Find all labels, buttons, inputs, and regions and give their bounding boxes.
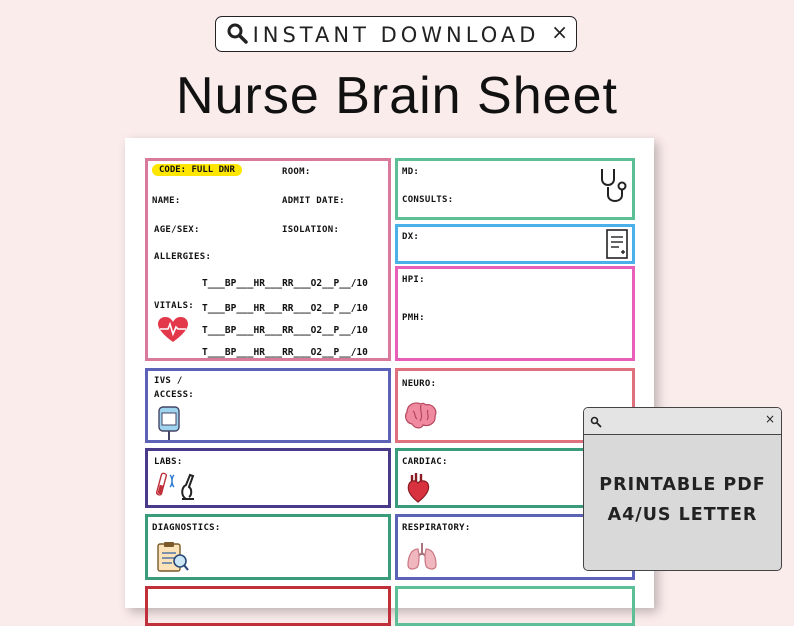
vitals-label: VITALS:	[154, 301, 195, 311]
search-text: INSTANT DOWNLOAD	[252, 23, 540, 47]
heart-organ-icon	[406, 471, 430, 507]
microscope-icon	[156, 469, 196, 507]
document-icon	[606, 229, 628, 263]
diagnostics-label: DIAGNOSTICS:	[152, 523, 221, 533]
iv-bag-icon	[156, 405, 182, 445]
respiratory-label: RESPIRATORY:	[402, 523, 471, 533]
diagnostics-box	[145, 514, 391, 580]
labs-label: LABS:	[154, 457, 183, 467]
pmh-label: PMH:	[402, 313, 425, 323]
ivs-access-box	[145, 368, 391, 443]
admit-date-label: ADMIT DATE:	[282, 196, 345, 206]
hpi-box	[395, 266, 635, 361]
popup-line-1: PRINTABLE PDF	[599, 475, 766, 495]
search-bar[interactable]	[215, 16, 577, 52]
close-icon[interactable]: ×	[764, 412, 775, 426]
partial-box-left	[145, 586, 391, 626]
md-box	[395, 158, 635, 220]
page-title: Nurse Brain Sheet	[176, 67, 618, 125]
labs-box	[145, 448, 391, 508]
vital-line: T___BP___HR___RR___O2__P__/10	[202, 347, 368, 358]
vital-line: T___BP___HR___RR___O2__P__/10	[202, 303, 368, 314]
clipboard-icon	[156, 541, 190, 577]
popup-line-2: A4/US LETTER	[607, 505, 758, 525]
popup-titlebar	[584, 408, 781, 435]
dx-label: DX:	[402, 232, 420, 242]
ivs-label: IVS /	[154, 376, 183, 386]
brain-icon	[404, 401, 438, 435]
cardiac-label: CARDIAC:	[402, 457, 448, 467]
vital-line: T___BP___HR___RR___O2__P__/10	[202, 325, 368, 336]
stethoscope-icon	[598, 167, 628, 209]
md-label: MD:	[402, 167, 420, 177]
partial-box-right	[395, 586, 635, 626]
vital-line: T___BP___HR___RR___O2__P__/10	[202, 278, 368, 289]
isolation-label: ISOLATION:	[282, 225, 340, 235]
hpi-label: HPI:	[402, 275, 425, 285]
lungs-icon	[406, 541, 438, 575]
dx-box	[395, 224, 635, 264]
consults-label: CONSULTS:	[402, 195, 454, 205]
name-label: NAME:	[152, 196, 181, 206]
close-icon[interactable]: ×	[551, 20, 568, 44]
code-status-badge: CODE: FULL DNR	[152, 164, 242, 176]
neuro-label: NEURO:	[402, 379, 437, 389]
patient-info-box	[145, 158, 391, 361]
room-label: ROOM:	[282, 167, 311, 177]
printable-popup-window[interactable]	[583, 407, 782, 571]
allergies-label: ALLERGIES:	[154, 252, 212, 262]
access-label: ACCESS:	[154, 390, 195, 400]
brain-sheet	[125, 138, 654, 608]
age-sex-label: AGE/SEX:	[154, 225, 200, 235]
heart-icon	[158, 317, 188, 347]
search-icon[interactable]	[590, 413, 602, 432]
